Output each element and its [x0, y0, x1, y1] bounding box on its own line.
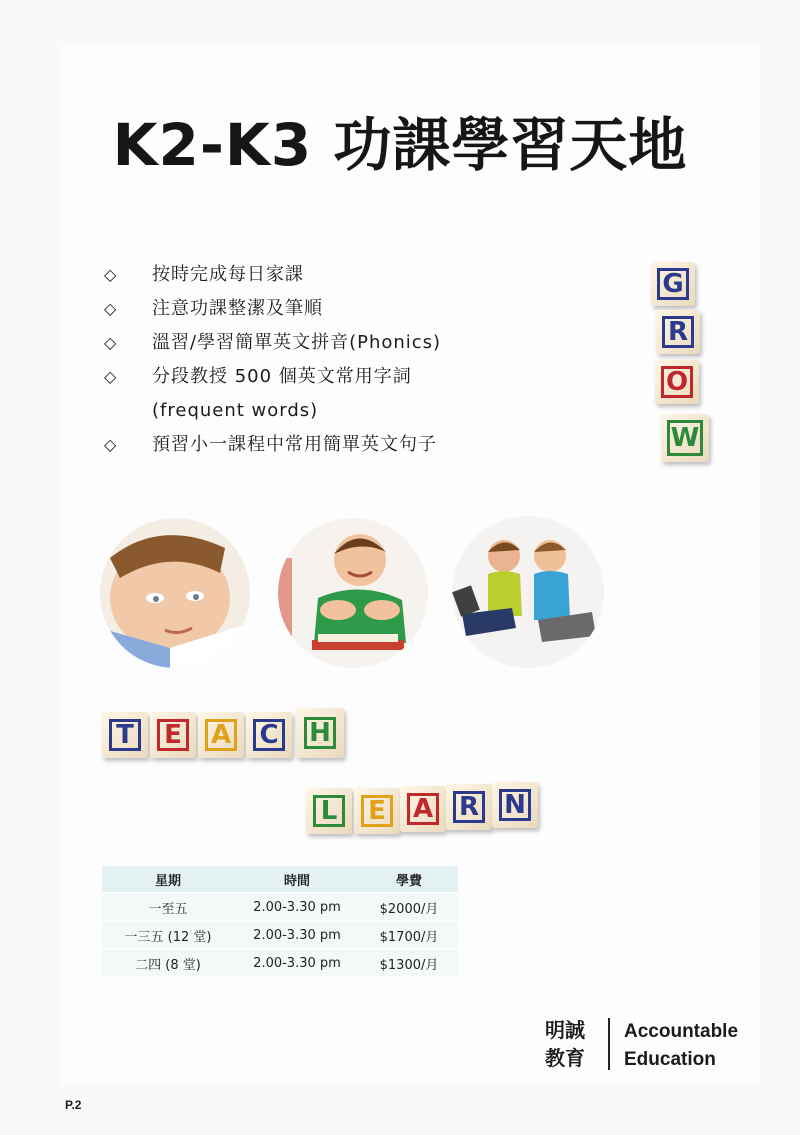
list-item-text-continued: (frequent words) [152, 400, 319, 421]
letter-block-text: T [116, 720, 134, 750]
letter-block [656, 310, 700, 354]
fee-table [102, 866, 458, 976]
diamond-bullet-icon: ◇ [104, 265, 118, 284]
column-header-fee: 學費 [360, 866, 458, 893]
brand-en-line: Education [624, 1049, 716, 1070]
letter-block [306, 788, 352, 834]
column-header-day: 星期 [102, 866, 234, 893]
list-item-text: 預習小一課程中常用簡單英文句子 [152, 434, 437, 455]
photo-boy-reading-book [100, 518, 250, 668]
table-cell: $2000/月 [360, 893, 458, 921]
brand-chinese-name [545, 1016, 585, 1072]
letter-block [400, 786, 446, 832]
table-cell: $1700/月 [360, 921, 458, 949]
table-cell: 2.00-3.30 pm [234, 921, 360, 949]
letter-block-text: L [320, 796, 338, 826]
table-cell: $1300/月 [360, 949, 458, 976]
letter-block-text: O [665, 367, 689, 397]
table-row [102, 921, 458, 949]
letter-block [354, 788, 400, 834]
letter-block-text: H [309, 718, 331, 748]
brand-english-name [624, 1018, 738, 1074]
list-item [104, 360, 441, 428]
brand-en-line: Accountable [624, 1021, 739, 1042]
table-cell: 2.00-3.30 pm [234, 893, 360, 921]
letter-block [655, 360, 699, 404]
table-header-row [102, 866, 458, 893]
feature-list [104, 258, 441, 462]
table-cell: 二四 (8 堂) [102, 949, 234, 976]
letter-block [296, 708, 344, 758]
photo-boy-reading-floor [278, 518, 428, 668]
letter-block [246, 712, 292, 758]
list-item [104, 258, 441, 292]
table-cell: 一三五 (12 堂) [102, 921, 234, 949]
letter-block [102, 712, 148, 758]
table-cell: 2.00-3.30 pm [234, 949, 360, 976]
table-row [102, 949, 458, 976]
brand-cn-line: 明誠 [545, 1018, 585, 1042]
letter-block-text: W [670, 423, 700, 453]
table-cell: 一至五 [102, 893, 234, 921]
list-item [104, 326, 441, 360]
letter-block-text: N [504, 790, 526, 820]
list-item [104, 428, 441, 462]
diamond-bullet-icon: ◇ [104, 435, 118, 454]
letter-block-text: E [368, 796, 386, 826]
diamond-bullet-icon: ◇ [104, 333, 118, 352]
column-header-time: 時間 [234, 866, 360, 893]
letter-block-text: R [458, 792, 480, 822]
letter-block-text: G [662, 269, 684, 299]
letter-block-text: C [259, 720, 279, 750]
diamond-bullet-icon: ◇ [104, 299, 118, 318]
diamond-bullet-icon: ◇ [104, 367, 118, 386]
list-item-text: 溫習/學習簡單英文拼音(Phonics) [152, 332, 442, 353]
letter-block [661, 414, 709, 462]
list-item-text: 分段教授 500 個英文常用字詞 [152, 366, 412, 387]
letter-block-text: A [412, 794, 434, 824]
brand-divider [608, 1018, 610, 1070]
letter-block [150, 712, 196, 758]
list-item-text: 注意功課整潔及筆順 [152, 298, 323, 319]
photo-two-boys-tablet [452, 516, 604, 668]
page-title: K2-K3 功課學習天地 [112, 111, 688, 179]
page-number: P.2 [65, 1098, 82, 1112]
brand-cn-line: 教育 [545, 1046, 585, 1070]
letter-block-text: A [210, 720, 232, 750]
two-boys-illustration [452, 516, 604, 668]
table-row [102, 893, 458, 921]
letter-block [651, 262, 695, 306]
list-item-text: 按時完成每日家課 [152, 264, 304, 285]
letter-block [492, 782, 538, 828]
boy-reading-illustration [100, 518, 250, 668]
letter-block [446, 784, 492, 830]
letter-block-text: R [667, 317, 689, 347]
list-item [104, 292, 441, 326]
boy-lying-reading-illustration [278, 518, 428, 668]
letter-block [198, 712, 244, 758]
letter-block-text: E [164, 720, 182, 750]
